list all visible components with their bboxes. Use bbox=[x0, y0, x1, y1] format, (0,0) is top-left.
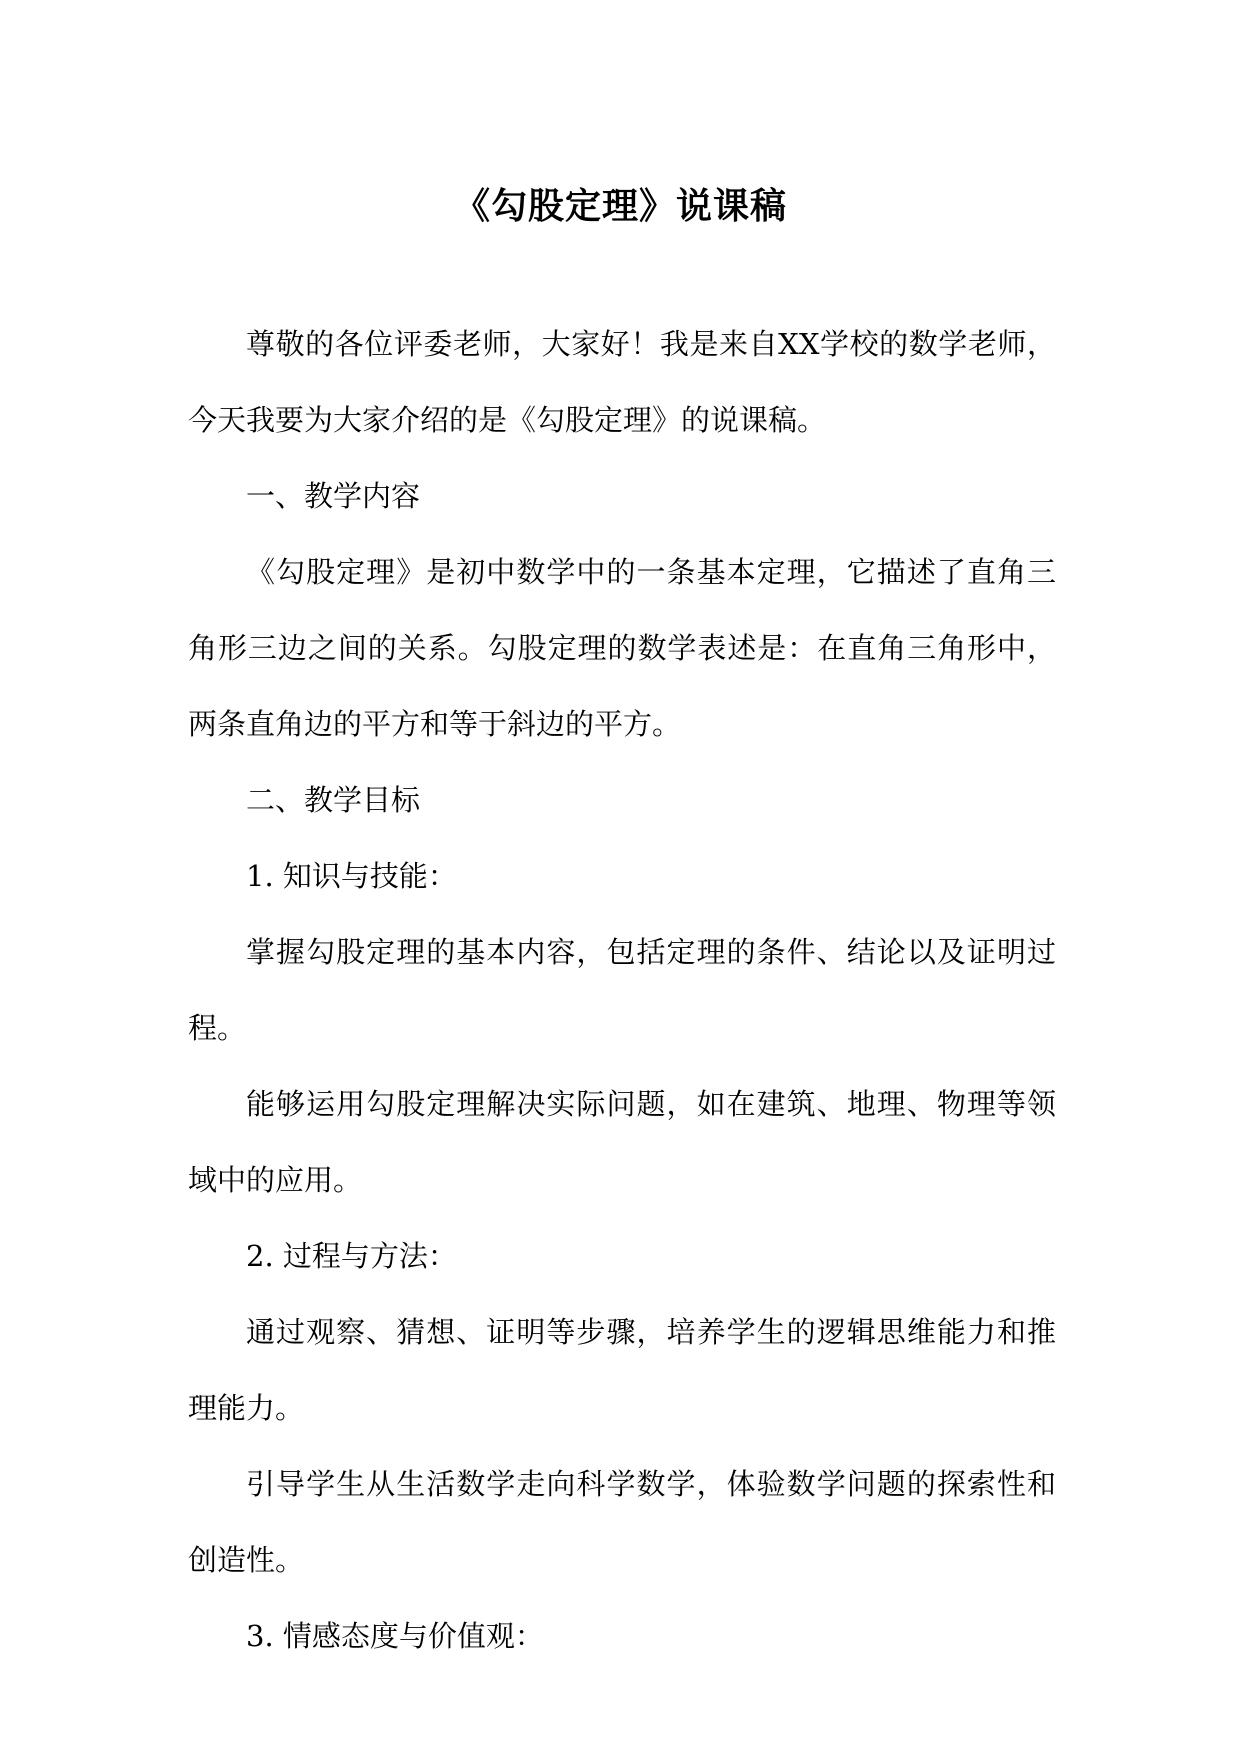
document-title: 《勾股定理》说课稿 bbox=[453, 185, 787, 227]
heading-teaching-goals: 二、教学目标 bbox=[246, 783, 421, 817]
subheading-attitudes-values: 3. 情感态度与价值观： bbox=[246, 1619, 544, 1653]
paragraph-logic-reasoning: 通过观察、猜想、证明等步骤，培养学生的逻辑思维能力和推理能力。 bbox=[188, 1315, 1056, 1425]
paragraph-theorem-description: 《勾股定理》是初中数学中的一条基本定理，它描述了直角三角形三边之间的关系。勾股定理的数学表述是：在直角三角形中，两条直角边的平方和等于斜边的平方。 bbox=[188, 555, 1056, 741]
paragraph-explore-creativity: 引导学生从生活数学走向科学数学，体验数学问题的探索性和创造性。 bbox=[188, 1467, 1056, 1577]
paragraph-apply-theorem: 能够运用勾股定理解决实际问题，如在建筑、地理、物理等领域中的应用。 bbox=[188, 1087, 1056, 1197]
heading-teaching-content: 一、教学内容 bbox=[246, 479, 421, 513]
subheading-knowledge-skills: 1. 知识与技能： bbox=[246, 859, 457, 893]
paragraph-greeting: 尊敬的各位评委老师，大家好！我是来自XX学校的数学老师，今天我要为大家介绍的是《勾股定理》的说课稿。 bbox=[188, 327, 1056, 437]
paragraph-master-theorem: 掌握勾股定理的基本内容，包括定理的条件、结论以及证明过程。 bbox=[188, 935, 1056, 1045]
subheading-process-methods: 2. 过程与方法： bbox=[246, 1239, 457, 1273]
document-body bbox=[188, 306, 1056, 1674]
